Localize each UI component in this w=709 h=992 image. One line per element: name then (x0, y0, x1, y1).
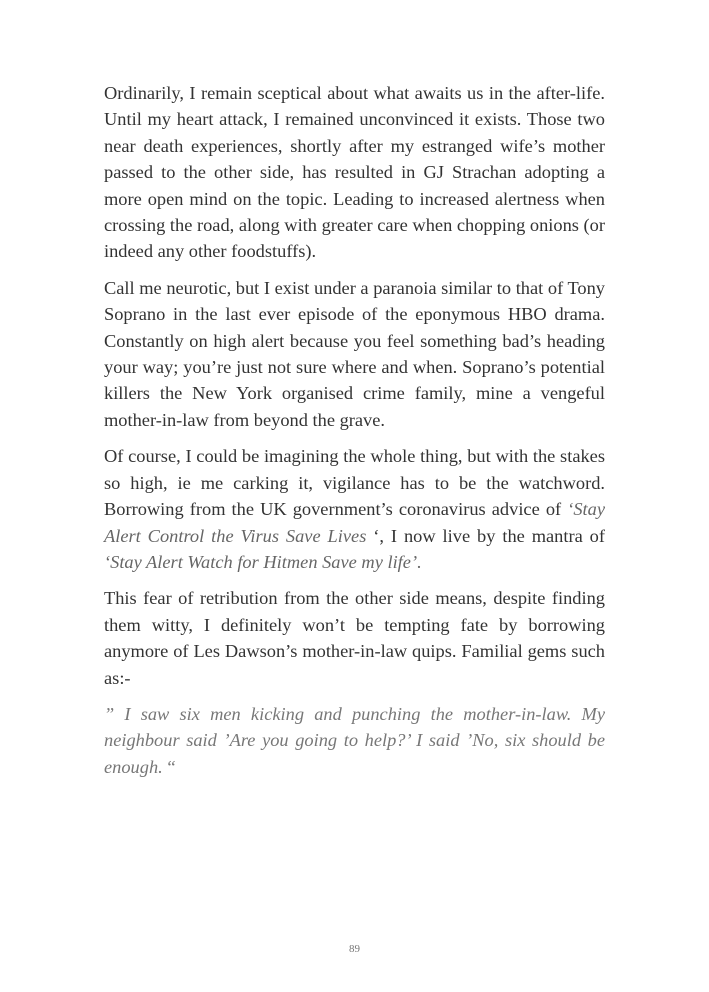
body-text (104, 80, 605, 780)
hitmen-slogan-quote: ‘Stay Alert Watch for Hitmen Save my life’. (104, 551, 422, 572)
virus-slogan-quote: ‘Stay Alert Control the Virus Save Lives (104, 499, 605, 546)
paragraph-retribution: This fear of retribution from the other side means, despite finding them witty, I definitely won’t be tempting fate by borrowing anymore of Les Dawson’s mother-in-law quips. Familial gems such as:- (104, 588, 605, 688)
paragraph-vigilance-middle: ‘, I now live by the mantra of (366, 525, 605, 546)
paragraph-vigilance-start: Of course, I could be imagining the whole thing, but with the stakes so high, ie me carking it, vigilance has to be the watchword. Borrowing from the UK government’s coronavirus advice of (104, 446, 605, 520)
page-number: 89 (349, 943, 360, 955)
les-dawson-quote-close: “ (162, 756, 176, 777)
les-dawson-quote (104, 701, 605, 780)
paragraph-afterlife: Ordinarily, I remain sceptical about what awaits us in the after-life. Until my heart attack, I remained unconvinced it exists. Those two near death experiences, shortly after my estranged wife’s mother passed to the other side, has resulted in GJ Strachan adopting a more open mind on the topic. Leading to increased alertness when crossing the road, along with greater care when chopping onions (or indeed any other foodstuffs). (104, 83, 605, 262)
paragraph-vigilance (104, 443, 605, 575)
les-dawson-quote-text: ” I saw six men kicking and punching the mother-in-law. My neighbour said ’Are you going to help?’ I said ’No, six should be enough. (104, 703, 605, 777)
paragraph-soprano: Call me neurotic, but I exist under a paranoia similar to that of Tony Soprano in the last ever episode of the eponymous HBO drama. Constantly on high alert because you feel something bad’s heading your way; you’re just not sure where and when. Soprano’s potential killers the New York organised crime family, mine a vengeful mother-in-law from beyond the grave. (104, 277, 605, 430)
